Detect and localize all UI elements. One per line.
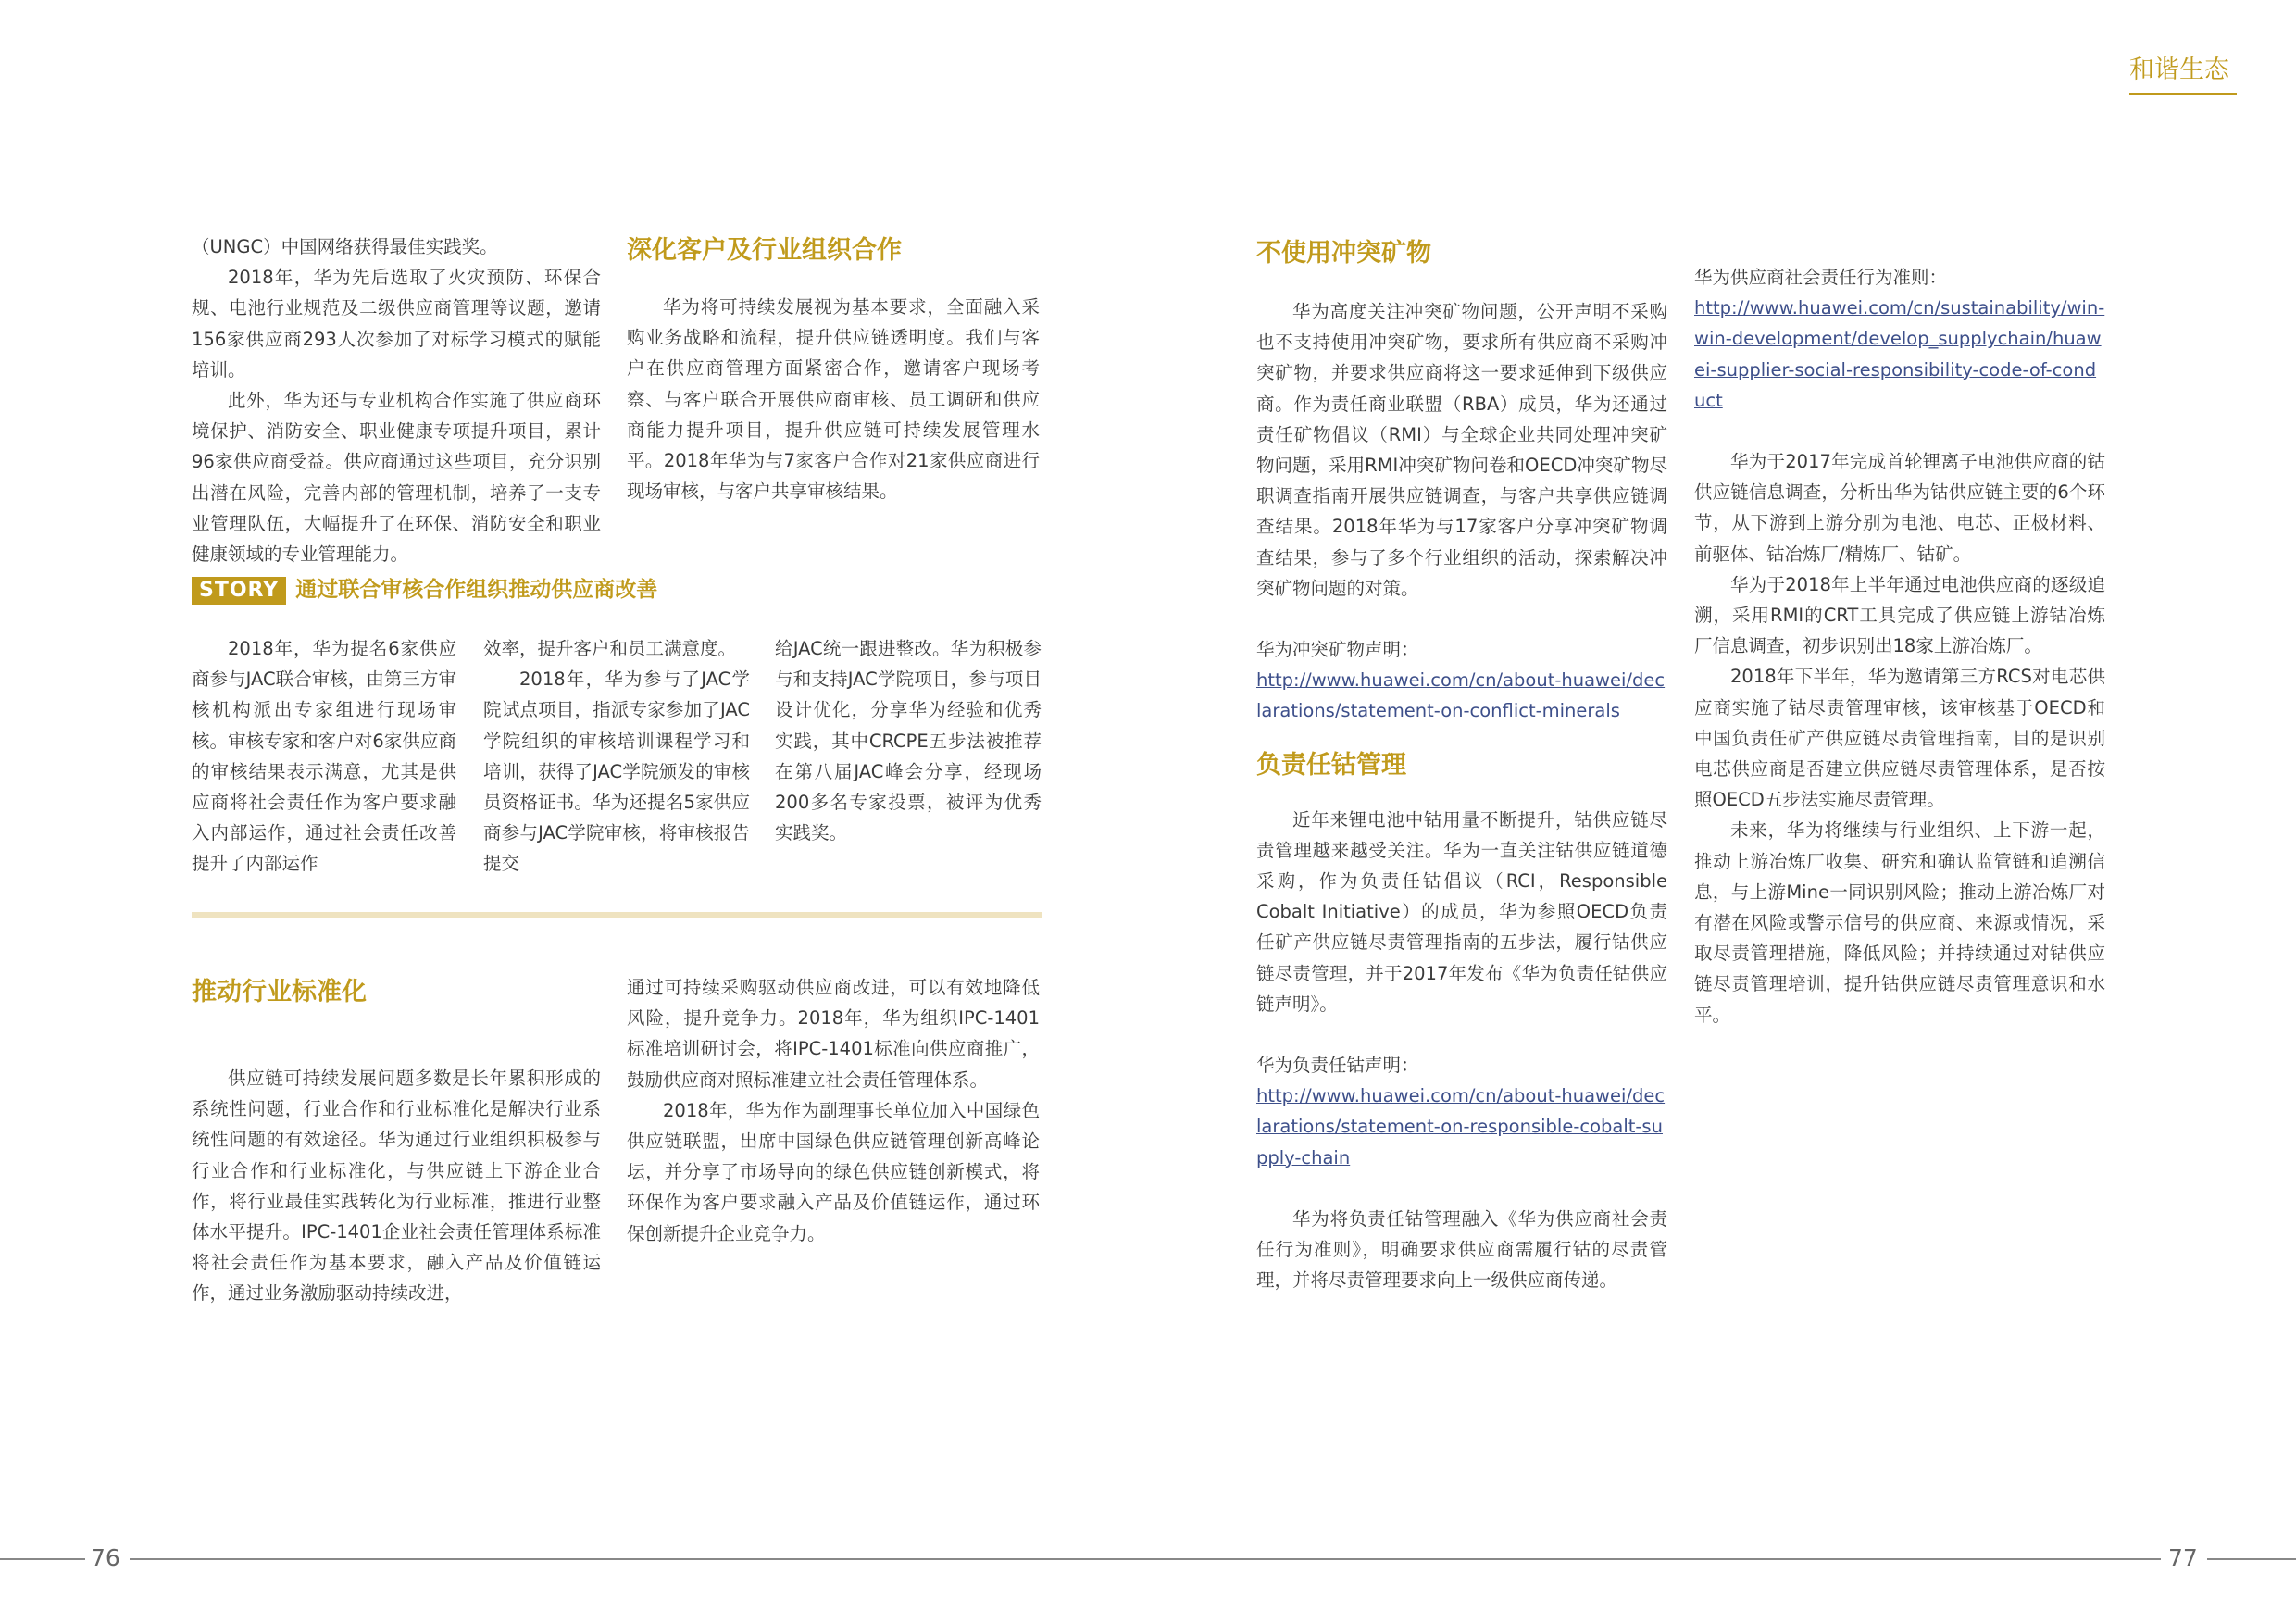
paragraph: 华为将负责任钴管理融入《华为供应商社会责任行为准则》，明确要求供应商需履行钴的尽责管理，并将尽责管理要求向上一级供应商传递。 [1256,1207,1667,1292]
paragraph: 华为高度关注冲突矿物问题，公开声明不采购也不支持使用冲突矿物，要求所有供应商不采购冲突矿物，并要求供应商将这一要求延伸到下级供应商。作为责任商业联盟（RBA）成员，华为还通过责任矿物倡议（RMI）与全球企业共同处理冲突矿物问题，采用RMI冲突矿物问卷和OECD冲突矿物尽职调查指南开展供应链调查，与客户共享供应链调查结果。2018年华为与17家客户分享冲突矿物调查结果，参与了多个行业组织的活动，探索解决冲突矿物问题的对策。 [1256,301,1667,599]
paragraph: 2018年，华为作为副理事长单位加入中国绿色供应链联盟，出席中国绿色供应链管理创新高峰论坛，并分享了市场导向的绿色供应链创新模式，将环保作为客户要求融入产品及价值链运作，通过环保创新提升企业竞争力。 [627,1099,1040,1244]
link-label: 华为供应商社会责任行为准则： [1694,267,1948,288]
story-title: 通过联合审核合作组织推动供应商改善 [295,578,658,602]
paragraph: 2018年，华为提名6家供应商参与JAC联合审核，由第三方审核机构派出专家组进行现场审核。审核专家和客户对6家供应商的审核结果表示满意，尤其是供应商将社会责任作为客户要求融入内部运作，通过社会责任改善提升了内部运作 [192,638,456,875]
section-divider [192,912,1042,918]
story-header [192,572,657,605]
page-number-left: 76 [91,1544,120,1571]
story-column-1 [192,633,456,880]
paragraph: 2018年下半年，华为邀请第三方RCS对电芯供应商实施了钴尽责管理审核，该审核基于OECD和中国负责任矿产供应链尽责管理指南，目的是识别电芯供应商是否建立供应链尽责管理体系，是否按照OECD五步法实施尽责管理。 [1694,666,2105,811]
section-standardization-col2 [627,972,1040,1249]
section-tag: 和谐生态 [2129,56,2229,84]
paragraph: 华为于2018年上半年通过电池供应商的逐级追溯，采用RMI的CRT工具完成了供应链上游钴冶炼厂信息调查，初步识别出18家上游冶炼厂。 [1694,573,2105,657]
story-column-3 [775,633,1042,848]
story-badge: STORY [192,577,286,605]
paragraph: （UNGC）中国网络获得最佳实践奖。 [192,236,498,257]
section-title: 推动行业标准化 [192,978,367,1006]
section-tag-underline [2129,93,2237,95]
paragraph: 近年来锂电池中钴用量不断提升，钴供应链尽责管理越来越受关注。华为一直关注钴供应链道德采购，作为负责任钴倡议（RCI，Responsible Cobalt Initiative）的成员，华为参照OECD负责任矿产供应链尽责管理指南的五步法，履行钴供应链尽责管理，并于2017年发布《华为负责任钴供应链声明》。 [1256,808,1667,1015]
paragraph: 华为于2017年完成首轮锂离子电池供应商的钴供应链信息调查，分析出华为钴供应链主要的6个环节，从下游到上游分别为电池、电芯、正极材料、前驱体、钴冶炼厂/精炼厂、钴矿。 [1694,451,2105,565]
supplier-code-link[interactable]: http://www.huawei.com/cn/sustainability/win-win-development/develop_supplychain/huawei-supplier-social-responsibility-code-of-conduct [1694,297,2105,411]
paragraph: 供应链可持续发展问题多数是长年累积形成的系统性问题，行业合作和行业标准化是解决行业系统性问题的有效途径。华为通过行业组织积极参与行业合作和行业标准化，与供应链上下游企业合作，将行业最佳实践转化为行业标准，推进行业整体水平提升。IPC-1401企业社会责任管理体系标准将社会责任作为基本要求，融入产品及价值链运作，通过业务激励驱动持续改进， [192,1068,601,1305]
footer-rule-right [2207,1558,2296,1560]
paragraph: 给JAC统一跟进整改。华为积极参与和支持JAC学院项目，参与项目设计优化，分享华为经验和优秀实践，其中CRCPE五步法被推荐在第八届JAC峰会分享，经现场200多名专家投票，被评为优秀实践奖。 [775,638,1042,844]
paragraph: 通过可持续采购驱动供应商改进，可以有效地降低风险，提升竞争力。2018年，华为组织IPC-1401标准培训研讨会，将IPC-1401标准向供应商推广，鼓励供应商对照标准建立社会责任管理体系。 [627,977,1040,1091]
right-column-1 [1256,235,1667,1295]
right-column-2 [1694,262,2105,1031]
page-number-right: 77 [2168,1544,2198,1571]
paragraph: 效率，提升客户和员工满意度。 [483,638,737,659]
footer-rule-left-a [0,1558,85,1560]
left-intro-column [192,231,601,569]
section-customer-cooperation [627,232,1040,506]
section-standardization-col1 [192,974,601,1309]
section-title: 深化客户及行业组织合作 [627,236,902,265]
section-title: 不使用冲突矿物 [1256,239,1431,268]
paragraph: 2018年，华为参与了JAC学院试点项目，指派专家参加了JAC学院组织的审核培训课程学习和培训，获得了JAC学院颁发的审核员资格证书。华为还提名5家供应商参与JAC学院审核，将审核报告提交 [483,668,750,875]
cobalt-statement-link[interactable]: http://www.huawei.com/cn/about-huawei/declarations/statement-on-responsible-cobalt-supply-chain [1256,1085,1666,1168]
conflict-minerals-link[interactable]: http://www.huawei.com/cn/about-huawei/declarations/statement-on-conflict-minerals [1256,669,1666,722]
footer-rule [130,1558,2161,1560]
link-label: 华为负责任钴声明： [1256,1055,1419,1077]
paragraph: 华为将可持续发展视为基本要求，全面融入采购业务战略和流程，提升供应链透明度。我们与客户在供应商管理方面紧密合作，邀请客户现场考察、与客户联合开展供应商审核、员工调研和供应商能力提升项目，提升供应链可持续发展管理水平。2018年华为与7家客户合作对21家供应商进行现场审核，与客户共享审核结果。 [627,296,1040,503]
section-title: 负责任钴管理 [1256,750,1406,780]
paragraph: 此外，华为还与专业机构合作实施了供应商环境保护、消防安全、职业健康专项提升项目，累计96家供应商受益。供应商通过这些项目，充分识别出潜在风险，完善内部的管理机制，培养了一支专业管理队伍，大幅提升了在环保、消防安全和职业健康领域的专业管理能力。 [192,390,601,566]
story-column-2 [483,633,750,880]
paragraph: 未来，华为将继续与行业组织、上下游一起，推动上游冶炼厂收集、研究和确认监管链和追溯信息，与上游Mine一同识别风险；推动上游冶炼厂对有潜在风险或警示信号的供应商、来源或情况，采取尽责管理措施，降低风险；并持续通过对钴供应链尽责管理培训，提升钴供应链尽责管理意识和水平。 [1694,819,2105,1026]
link-label: 华为冲突矿物声明： [1256,639,1419,661]
paragraph: 2018年，华为先后选取了火灾预防、环保合规、电池行业规范及二级供应商管理等议题，邀请156家供应商293人次参加了对标学习模式的赋能培训。 [192,267,601,381]
